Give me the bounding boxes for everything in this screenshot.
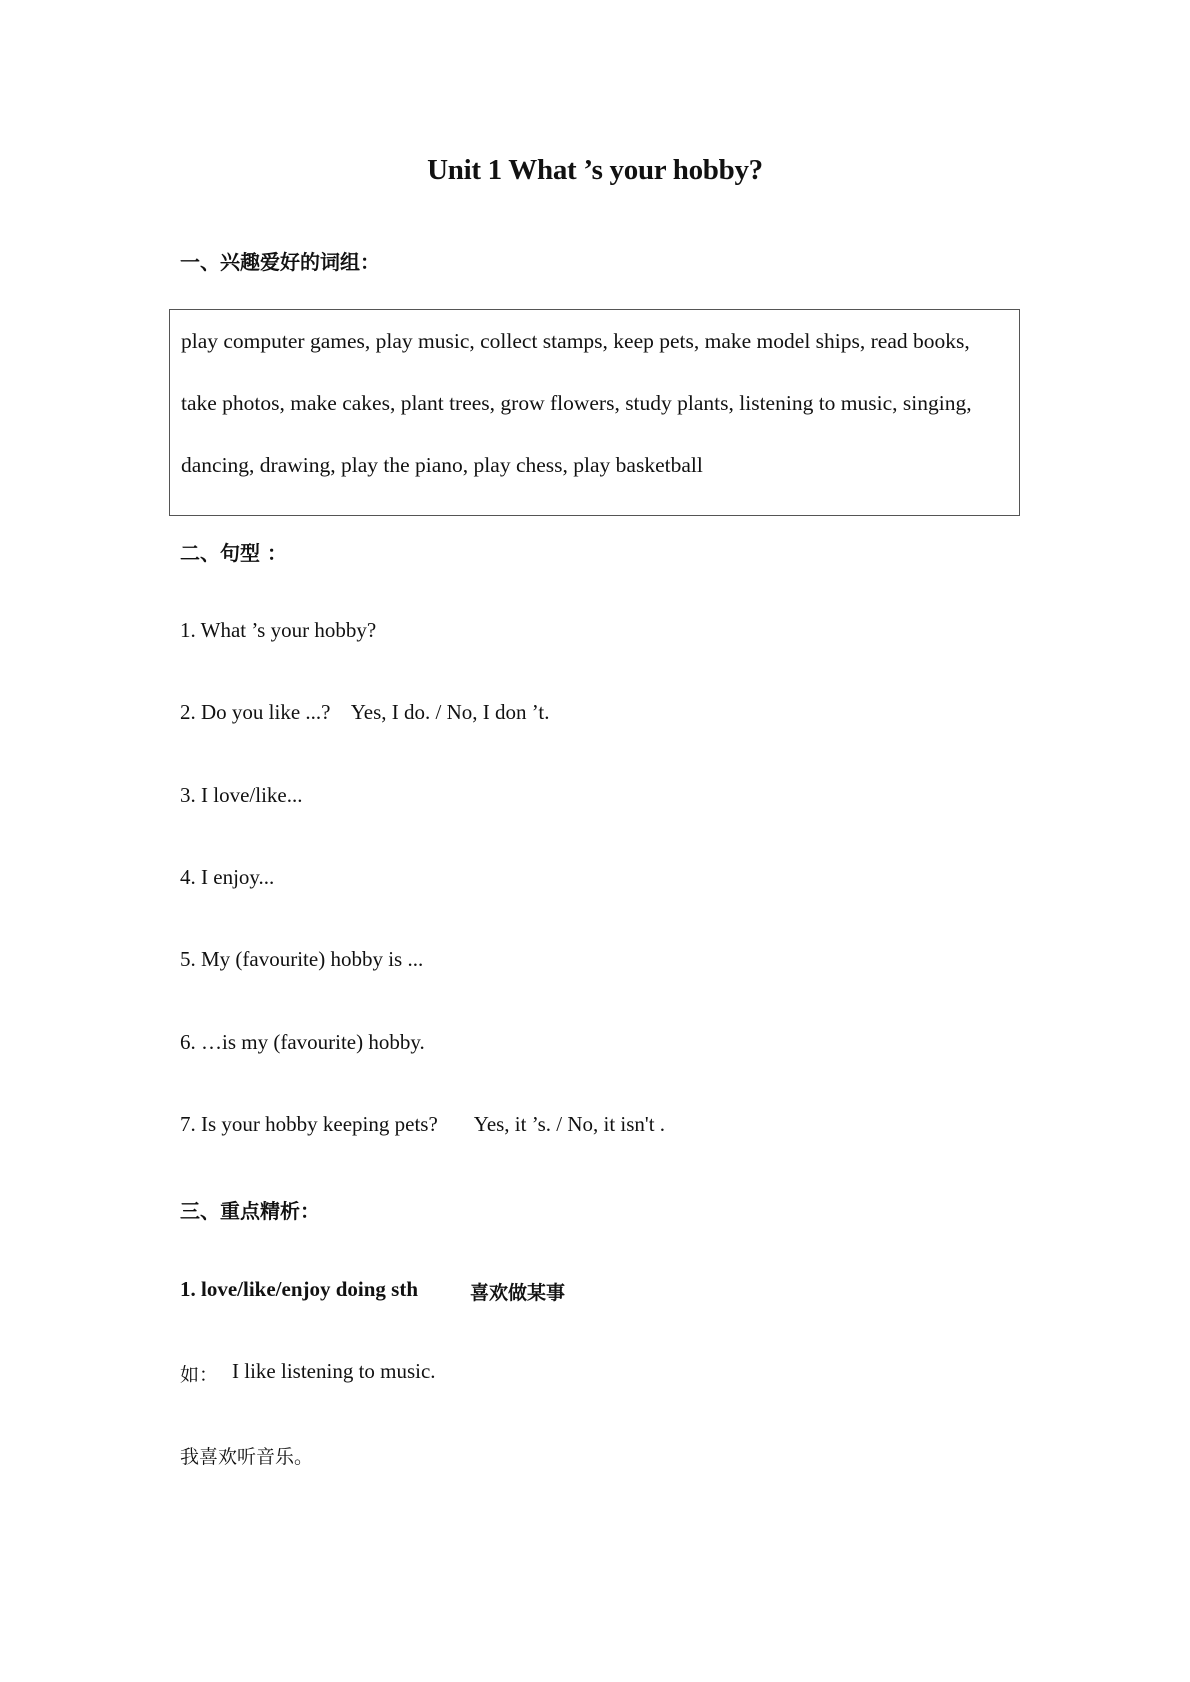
- sentence-pattern: 5. My (favourite) hobby is ...: [180, 947, 424, 971]
- vocabulary-line: play computer games, play music, collect stamps, keep pets, make model ships, read books,: [181, 329, 970, 353]
- example-translation: 我喜欢听音乐。: [180, 1446, 314, 1468]
- key-point-phrase: 1. love/like/enjoy doing sth: [180, 1277, 419, 1301]
- sentence-pattern: 7. Is your hobby keeping pets? Yes, it ’s. / No, it isn't .: [180, 1112, 666, 1136]
- vocabulary-line: take photos, make cakes, plant trees, grow flowers, study plants, listening to music, singing,: [181, 391, 972, 415]
- section-heading-vocabulary: 一、兴趣爱好的词组：: [180, 250, 380, 274]
- section-heading-sentence-patterns: 二、句型 ：: [180, 541, 287, 565]
- section-heading-key-points: 三、重点精析：: [180, 1199, 320, 1223]
- sentence-pattern: 4. I enjoy...: [180, 865, 275, 889]
- sentence-pattern: 1. What ’s your hobby?: [180, 618, 377, 642]
- sentence-pattern: 2. Do you like ...? Yes, I do. / No, I don ’t.: [180, 700, 550, 724]
- vocabulary-box: [169, 309, 1020, 516]
- example-sentence: I like listening to music.: [232, 1359, 436, 1383]
- sentence-pattern: 6. …is my (favourite) hobby.: [180, 1030, 425, 1054]
- vocabulary-line: dancing, drawing, play the piano, play chess, play basketball: [181, 453, 703, 477]
- example-label: 如：: [180, 1364, 219, 1386]
- sentence-pattern: 3. I love/like...: [180, 783, 303, 807]
- key-point-meaning: 喜欢做某事: [470, 1282, 566, 1304]
- page-title: Unit 1 What ’s your hobby?: [427, 154, 763, 186]
